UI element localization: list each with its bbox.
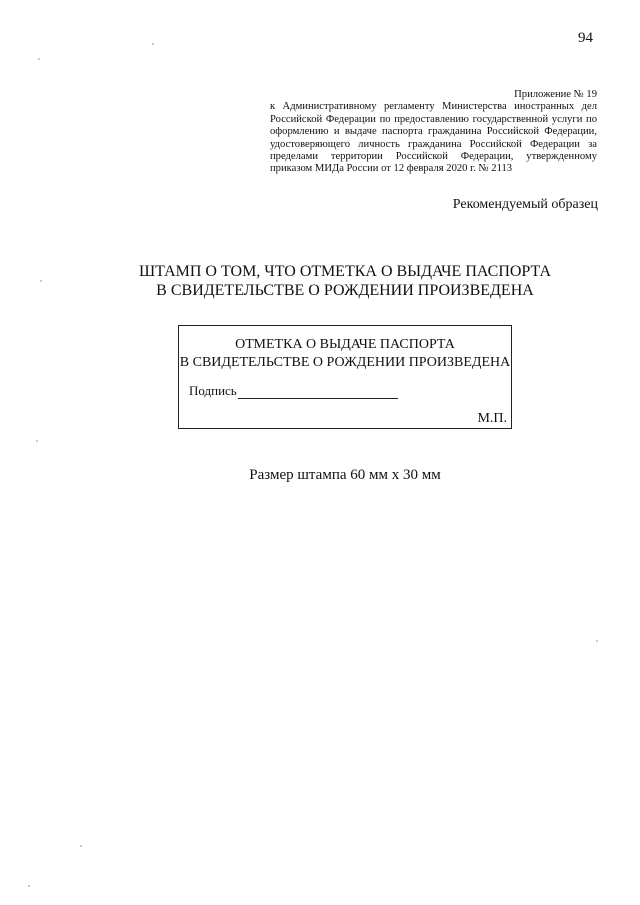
signature-field: [189, 383, 398, 399]
stamp-title-line-1: ОТМЕТКА О ВЫДАЧЕ ПАСПОРТА: [235, 337, 455, 352]
stamp-box: [178, 325, 512, 429]
appendix-line: к Административному регламенту Министерства иностранных дел: [270, 101, 597, 113]
scan-speck: [28, 885, 30, 887]
signature-label: Подпись: [189, 383, 237, 398]
heading-line-1: ШТАМП О ТОМ, ЧТО ОТМЕТКА О ВЫДАЧЕ ПАСПОРТА: [138, 263, 552, 280]
scan-speck: [596, 640, 598, 642]
appendix-title: Приложение № 19: [514, 89, 597, 100]
stamp-title-line-2: В СВИДЕТЕЛЬСТВЕ О РОЖДЕНИИ ПРОИЗВЕДЕНА: [179, 355, 511, 370]
signature-line: [238, 386, 398, 399]
scan-speck: [152, 43, 154, 45]
scan-speck: [40, 280, 42, 282]
appendix-line: Российской Федерации по предоставлению государственной услуги по: [270, 113, 597, 125]
document-heading: [0, 262, 640, 300]
scan-speck: [38, 58, 40, 60]
page-number: 94: [578, 30, 593, 46]
recommended-sample-label: Рекомендуемый образец: [452, 197, 598, 212]
scan-speck: [36, 440, 38, 442]
stamp-title: [179, 336, 511, 372]
scan-speck: [80, 845, 82, 847]
appendix-line: удостоверяющего личность гражданина Российской Федерации за: [270, 138, 597, 150]
appendix-line: приказом МИДа России от 12 февраля 2020 г. № 2113: [270, 163, 513, 175]
appendix-line: пределами территории Российской Федерации, утвержденному: [270, 151, 597, 163]
stamp-size-note: Размер штампа 60 мм х 30 мм: [249, 467, 441, 483]
appendix-block: [270, 89, 597, 176]
heading-line-2: В СВИДЕТЕЛЬСТВЕ О РОЖДЕНИИ ПРОИЗВЕДЕНА: [156, 282, 534, 299]
appendix-line: оформлению и выдаче паспорта гражданина Российской Федерации,: [270, 126, 597, 138]
seal-label: М.П.: [477, 411, 507, 426]
